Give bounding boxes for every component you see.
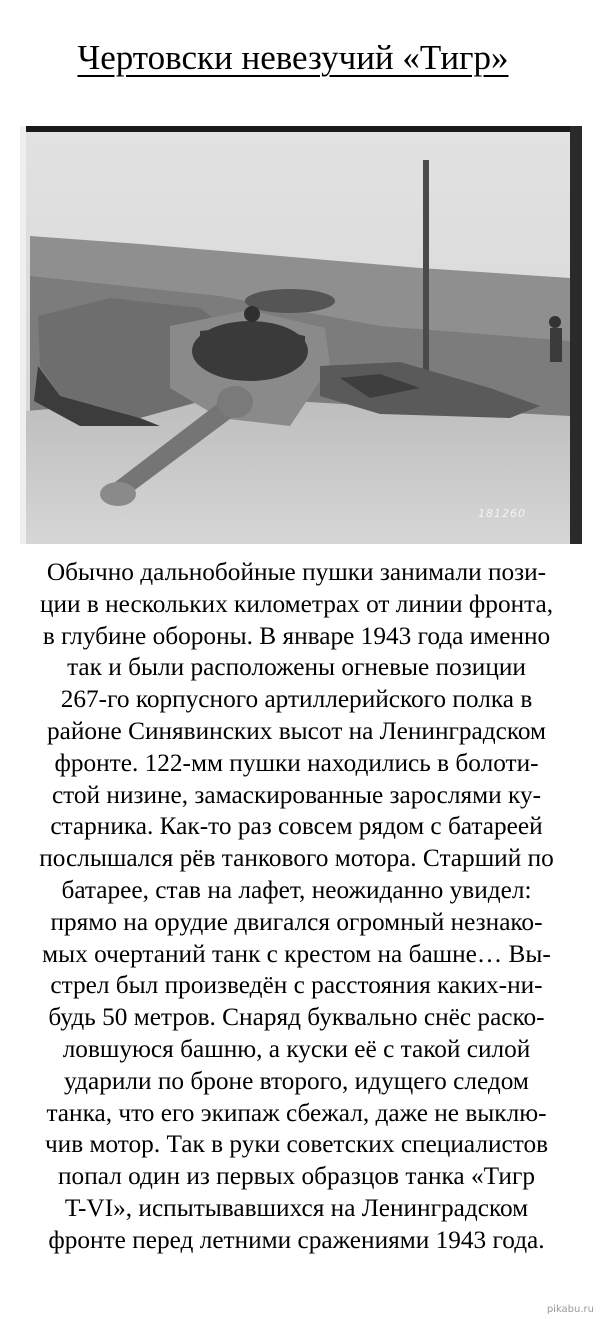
tank-photo (20, 126, 582, 544)
tank-photo-illustration (20, 126, 582, 544)
text-line: будь 50 метров. Снаряд буквально снёс раско- (48, 1003, 545, 1032)
article-text (10, 557, 583, 1257)
text-line: так и были расположены огневые позиции (67, 653, 526, 682)
text-line: районе Синявинских высот на Ленинградском (46, 716, 547, 745)
text-line: чив мотор. Так в руки советских специалистов (44, 1130, 549, 1159)
text-line: танка, что его экипаж сбежал, даже не выклю- (46, 1098, 547, 1127)
text-line: старника. Как-то раз совсем рядом с батареей (50, 812, 543, 841)
text-line: ции в нескольких километрах от линии фронта, (39, 589, 554, 618)
text-line: фронте перед летними сражениями 1943 года. (48, 1225, 545, 1254)
text-line: попал один из первых образцов танка «Тигр (58, 1162, 535, 1191)
text-line: Обычно дальнобойные пушки занимали пози- (46, 558, 547, 586)
title-text: Чертовски невезучий «Тигр» (77, 38, 509, 77)
text-line: послышался рёв танкового мотора. Старший по (39, 844, 554, 873)
text-line: мых очертаний танк с крестом на башне… Вы- (42, 939, 551, 968)
text-line: в глубине обороны. В январе 1943 года именно (42, 621, 551, 650)
text-line: батарее, став на лафет, неожиданно увидел: (61, 875, 532, 904)
text-line: ударили по броне второго, идущего следом (64, 1066, 529, 1095)
watermark: pikabu.ru (546, 1304, 594, 1315)
page-title (0, 36, 586, 80)
photo-archive-number: 181260 (478, 507, 526, 520)
text-line: ловшуюся башню, а куски её с такой силой (62, 1034, 531, 1063)
text-line: T-VI», испытывавшихся на Ленинградском (64, 1193, 529, 1222)
text-line: 267-го корпусного артиллерийского полка в (60, 685, 533, 714)
text-line: фронте. 122-мм пушки находились в болоти- (54, 748, 539, 777)
text-line: стрел был произведён с расстояния каких-ни- (50, 971, 543, 1000)
text-line: прямо на орудие двигался огромный незнако- (50, 907, 543, 936)
text-line: стой низине, замаскированные зарослями ку- (51, 780, 542, 809)
